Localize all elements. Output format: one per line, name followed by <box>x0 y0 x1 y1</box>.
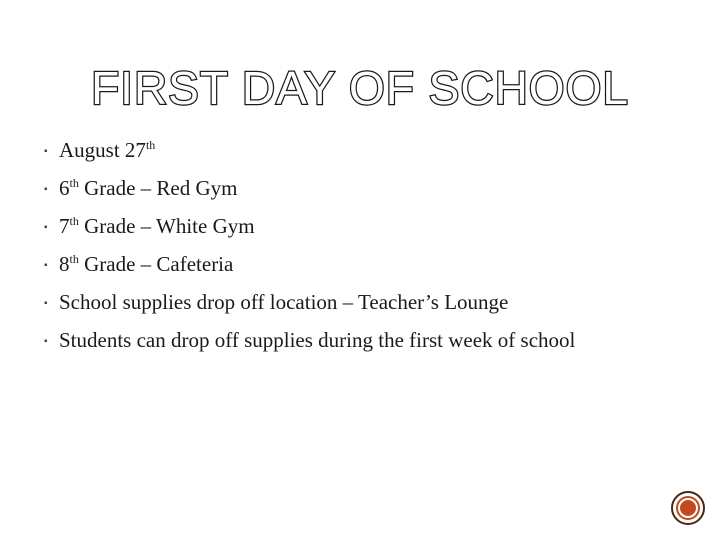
concentric-circle-icon <box>671 491 705 525</box>
square-bullet-icon: ▪ <box>44 184 48 195</box>
bullet-text: 6th Grade – Red Gym <box>59 176 238 200</box>
bullet-item <box>44 328 575 366</box>
bullet-text: August 27th <box>59 138 156 162</box>
bullet-text: Students can drop off supplies during the first week of school <box>59 328 576 352</box>
slide-title: FIRST DAY OF SCHOOL <box>91 62 629 114</box>
circle-core <box>680 500 696 516</box>
bullet-item <box>44 290 575 328</box>
bullet-item <box>44 138 575 176</box>
bullet-text: School supplies drop off location – Teacher’s Lounge <box>59 290 509 314</box>
bullet-item <box>44 214 575 252</box>
square-bullet-icon: ▪ <box>44 298 48 309</box>
bullet-text: 8th Grade – Cafeteria <box>59 252 234 276</box>
bullet-list <box>44 138 575 366</box>
square-bullet-icon: ▪ <box>44 146 48 157</box>
square-bullet-icon: ▪ <box>44 336 48 347</box>
bullet-item <box>44 252 575 290</box>
square-bullet-icon: ▪ <box>44 260 48 271</box>
bullet-text: 7th Grade – White Gym <box>59 214 255 238</box>
bullet-item <box>44 176 575 214</box>
square-bullet-icon: ▪ <box>44 222 48 233</box>
